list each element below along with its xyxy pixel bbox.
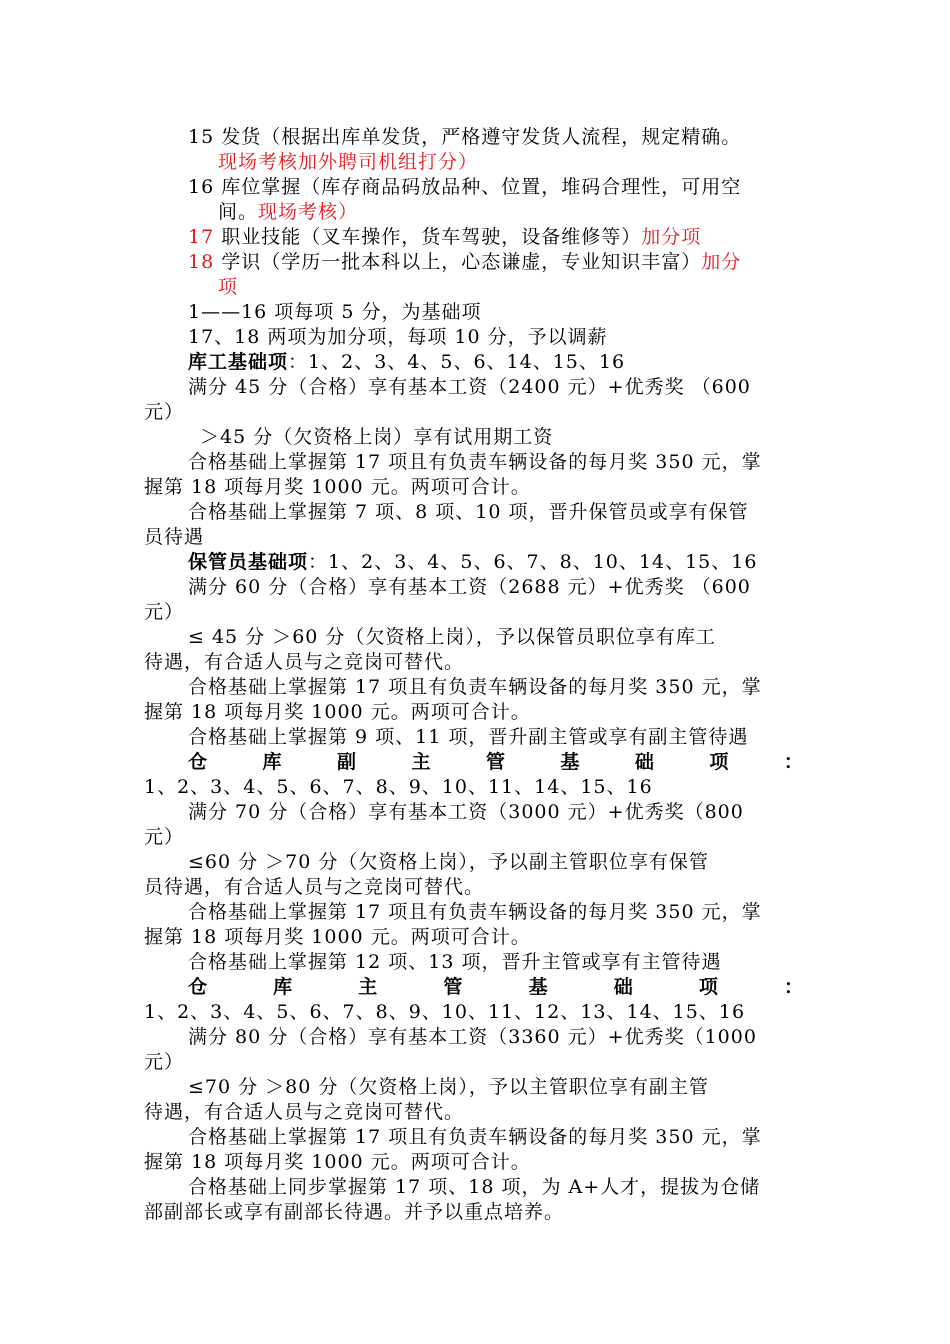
zhuguan-title-char: 主: [358, 976, 379, 998]
item-16-onsite: 现场考核）: [258, 201, 359, 223]
zhuguan-title-char: 基: [528, 976, 549, 998]
item-17-bonus-tag: 加分项: [641, 226, 702, 248]
kugong-bonus-1: 合格基础上掌握第 17 项且有负责车辆设备的每月奖 350 元，掌: [188, 451, 762, 473]
item-18: [188, 250, 741, 275]
zhuguan-title-char: 库: [273, 976, 294, 998]
baoguan-bonus-1: 合格基础上掌握第 17 项且有负责车辆设备的每月奖 350 元，掌: [188, 676, 762, 698]
item-17-number: 17: [188, 226, 215, 248]
fuzhuguan-below-2: 员待遇，有合适人员与之竞岗可替代。: [144, 876, 485, 898]
zhuguan-full-2: 元）: [144, 1051, 185, 1073]
fuzhuguan-title-char: 项: [709, 751, 730, 773]
fuzhuguan-title-char: 管: [485, 751, 506, 773]
zhuguan-title-char: 项: [698, 976, 719, 998]
item-16-text: 间。: [218, 201, 259, 223]
baoguan-title: 保管员基础项: [188, 551, 309, 573]
kugong-title: 库工基础项: [188, 351, 289, 373]
zhuguan-bonus-1: 合格基础上掌握第 17 项且有负责车辆设备的每月奖 350 元，掌: [188, 1126, 762, 1148]
item-18-bonus-tag: 加分: [701, 251, 742, 273]
kugong-promo-2: 员待遇: [144, 526, 205, 548]
fuzhuguan-full-2: 元）: [144, 826, 185, 848]
fuzhuguan-title-char: 基: [560, 751, 581, 773]
fuzhuguan-title-char: 础: [634, 751, 655, 773]
item-15-line-1: 15 发货（根据出库单发货，严格遵守发货人流程，规定精确。: [188, 126, 742, 148]
item-16-line-2: [218, 200, 358, 225]
item-18-number: 18: [188, 251, 215, 273]
zhuguan-items: 1、2、3、4、5、6、7、8、9、10、11、12、13、14、15、16: [144, 1001, 746, 1023]
kugong-below: ＞45 分（欠资格上岗）享有试用期工资: [200, 426, 554, 448]
kugong-full-2: 元）: [144, 401, 185, 423]
zhuguan-below-1: ≤70 分 ＞80 分（欠资格上岗），予以主管职位享有副主管: [188, 1076, 709, 1098]
item-17: [188, 225, 701, 250]
kugong-promo-1: 合格基础上掌握第 7 项、8 项、10 项，晋升保管员或享有保管: [188, 501, 749, 523]
baoguan-below-1: ≤ 45 分 ＞60 分（欠资格上岗），予以保管员职位享有库工: [188, 626, 716, 648]
fuzhuguan-promo: 合格基础上掌握第 12 项、13 项，晋升主管或享有主管待遇: [188, 951, 722, 973]
item-18-text: 学识（学历一批本科以上，心态谦虚，专业知识丰富）: [214, 251, 702, 273]
item-15-line-2: 现场考核加外聘司机组打分）: [218, 151, 479, 173]
zhuguan-title-char: ：: [783, 976, 804, 998]
rule-bonus-items: 17、18 两项为加分项，每项 10 分，予以调薪: [188, 326, 608, 348]
item-17-text: 职业技能（叉车操作，货车驾驶，设备维修等）: [214, 226, 642, 248]
zhuguan-title-char: 础: [613, 976, 634, 998]
fuzhuguan-title-char: 仓: [188, 751, 209, 773]
zhuguan-below-2: 待遇，有合适人员与之竞岗可替代。: [144, 1101, 465, 1123]
kugong-items: ：1、2、3、4、5、6、14、15、16: [288, 351, 626, 373]
fuzhuguan-title-char: 库: [262, 751, 283, 773]
kugong-bonus-2: 握第 18 项每月奖 1000 元。两项可合计。: [144, 476, 531, 498]
baoguan-heading: [188, 550, 757, 575]
zhuguan-title-char: 管: [443, 976, 464, 998]
fuzhuguan-bonus-1: 合格基础上掌握第 17 项且有负责车辆设备的每月奖 350 元，掌: [188, 901, 762, 923]
zhuguan-full-1: 满分 80 分（合格）享有基本工资（3360 元）+优秀奖（1000: [188, 1026, 757, 1048]
fuzhuguan-title-char: 主: [411, 751, 432, 773]
baoguan-full-1: 满分 60 分（合格）享有基本工资（2688 元）+优秀奖 （600: [188, 576, 751, 598]
kugong-full-1: 满分 45 分（合格）享有基本工资（2400 元）+优秀奖 （600: [188, 376, 751, 398]
fuzhuguan-bonus-2: 握第 18 项每月奖 1000 元。两项可合计。: [144, 926, 531, 948]
baoguan-below-2: 待遇，有合适人员与之竞岗可替代。: [144, 651, 465, 673]
fuzhuguan-below-1: ≤60 分 ＞70 分（欠资格上岗），予以副主管职位享有保管: [188, 851, 709, 873]
kugong-heading: [188, 350, 625, 375]
fuzhuguan-items: 1、2、3、4、5、6、7、8、9、10、11、14、15、16: [144, 776, 653, 798]
item-16-line-1: 16 库位掌握（库存商品码放品种、位置，堆码合理性，可用空: [188, 176, 742, 198]
zhuguan-bonus-2: 握第 18 项每月奖 1000 元。两项可合计。: [144, 1151, 531, 1173]
baoguan-bonus-2: 握第 18 项每月奖 1000 元。两项可合计。: [144, 701, 531, 723]
zhuguan-aplus-1: 合格基础上同步掌握第 17 项、18 项，为 A+人才，提拔为仓储: [188, 1176, 761, 1198]
fuzhuguan-full-1: 满分 70 分（合格）享有基本工资（3000 元）+优秀奖（800: [188, 801, 744, 823]
zhuguan-title: [188, 975, 804, 1000]
fuzhuguan-title-char: 副: [336, 751, 357, 773]
baoguan-promo: 合格基础上掌握第 9 项、11 项，晋升副主管或享有副主管待遇: [188, 726, 749, 748]
fuzhuguan-title: [188, 750, 804, 775]
fuzhuguan-title-char: ：: [783, 751, 804, 773]
item-18-bonus-tag-cont: 项: [218, 276, 239, 298]
rule-base-items: 1——16 项每项 5 分，为基础项: [188, 301, 482, 323]
zhuguan-aplus-2: 部副部长或享有副部长待遇。并予以重点培养。: [144, 1201, 565, 1223]
zhuguan-title-char: 仓: [188, 976, 209, 998]
baoguan-full-2: 元）: [144, 601, 185, 623]
baoguan-items: ：1、2、3、4、5、6、7、8、10、14、15、16: [308, 551, 758, 573]
